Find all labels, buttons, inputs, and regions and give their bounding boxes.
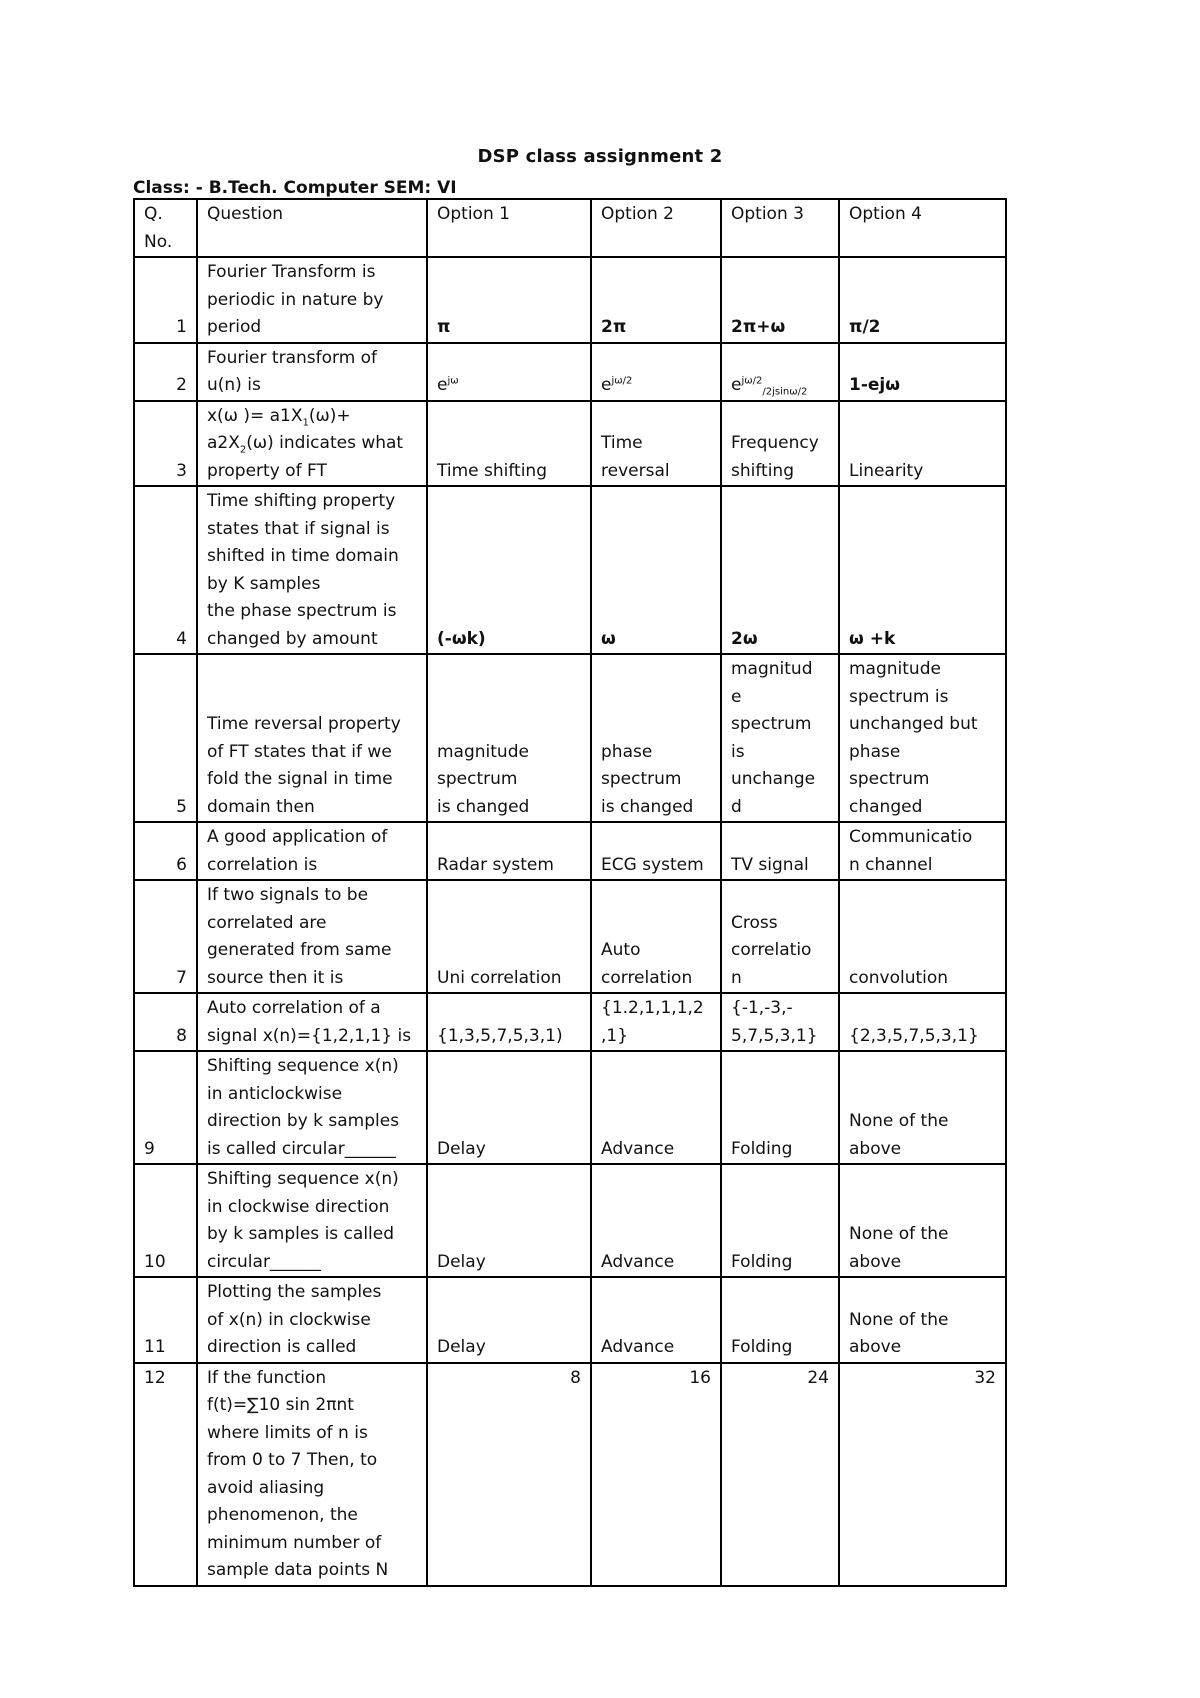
question-text: Fourier Transform is periodic in nature by period xyxy=(197,257,427,343)
option-1: (-ωk) xyxy=(427,486,591,654)
option-4: Linearity xyxy=(839,401,1006,487)
question-number: 1 xyxy=(134,257,197,343)
option-1: Delay xyxy=(427,1277,591,1363)
option-1: magnitude spectrum is changed xyxy=(427,654,591,822)
option-3: Folding xyxy=(721,1051,839,1164)
option-3: 24 xyxy=(721,1363,839,1586)
option-2: ω xyxy=(591,486,721,654)
question-text: If two signals to be correlated are generated from same source then it is xyxy=(197,880,427,993)
option-1: Delay xyxy=(427,1051,591,1164)
formula-exponent: jω/2 xyxy=(611,375,633,387)
option-4: None of the above xyxy=(839,1277,1006,1363)
question-number: 6 xyxy=(134,822,197,880)
question-number: 7 xyxy=(134,880,197,993)
question-number: 9 xyxy=(134,1051,197,1164)
question-number: 11 xyxy=(134,1277,197,1363)
option-2: 16 xyxy=(591,1363,721,1586)
question-text: Shifting sequence x(n) in anticlockwise direction by k samples is called circular______ xyxy=(197,1051,427,1164)
option-2 xyxy=(591,343,721,401)
formula-base: e xyxy=(601,375,612,395)
question-text: A good application of correlation is xyxy=(197,822,427,880)
table-row xyxy=(134,1164,1006,1277)
option-2: Auto correlation xyxy=(591,880,721,993)
option-4: Communicatio n channel xyxy=(839,822,1006,880)
header-option-4: Option 4 xyxy=(839,199,1006,257)
assignment-table xyxy=(133,198,1007,1587)
formula-subscript: /2jsinω/2 xyxy=(762,386,808,398)
header-option-3: Option 3 xyxy=(721,199,839,257)
question-text: Plotting the samples of x(n) in clockwise direction is called xyxy=(197,1277,427,1363)
option-4: π/2 xyxy=(839,257,1006,343)
question-text: Time shifting property states that if signal is shifted in time domain by K samples the phase spectrum is changed by amount xyxy=(197,486,427,654)
option-3: magnitud e spectrum is unchange d xyxy=(721,654,839,822)
question-number: 3 xyxy=(134,401,197,487)
option-1 xyxy=(427,343,591,401)
header-option-2: Option 2 xyxy=(591,199,721,257)
table-row xyxy=(134,654,1006,822)
option-1: Time shifting xyxy=(427,401,591,487)
option-2: ECG system xyxy=(591,822,721,880)
table-row xyxy=(134,822,1006,880)
question-text: Auto correlation of a signal x(n)={1,2,1,1} is xyxy=(197,993,427,1051)
table-row xyxy=(134,993,1006,1051)
table-row xyxy=(134,343,1006,401)
table-row xyxy=(134,1277,1006,1363)
header-qno: Q. No. xyxy=(134,199,197,257)
document-title: DSP class assignment 2 xyxy=(477,146,723,167)
header-question: Question xyxy=(197,199,427,257)
table-row xyxy=(134,1051,1006,1164)
option-4: {2,3,5,7,5,3,1} xyxy=(839,993,1006,1051)
formula-exponent: jω/2 xyxy=(741,375,763,387)
option-4: magnitude spectrum is unchanged but phase spectrum changed xyxy=(839,654,1006,822)
option-3: 2π+ω xyxy=(721,257,839,343)
table-row xyxy=(134,1363,1006,1586)
question-text: Time reversal property of FT states that if we fold the signal in time domain then xyxy=(197,654,427,822)
table-row xyxy=(134,486,1006,654)
option-4: 1-ejω xyxy=(839,343,1006,401)
option-4: 32 xyxy=(839,1363,1006,1586)
option-4: ω +k xyxy=(839,486,1006,654)
option-2: Advance xyxy=(591,1051,721,1164)
option-3: 2ω xyxy=(721,486,839,654)
option-3: Cross correlatio n xyxy=(721,880,839,993)
option-2: 2π xyxy=(591,257,721,343)
option-1: Radar system xyxy=(427,822,591,880)
option-3: Folding xyxy=(721,1277,839,1363)
option-4: None of the above xyxy=(839,1051,1006,1164)
option-1: Uni correlation xyxy=(427,880,591,993)
class-info: Class: - B.Tech. Computer SEM: VI xyxy=(133,178,457,198)
option-2: {1.2,1,1,1,2 ,1} xyxy=(591,993,721,1051)
table-row xyxy=(134,257,1006,343)
question-text: Shifting sequence x(n) in clockwise direction by k samples is called circular______ xyxy=(197,1164,427,1277)
option-2: phase spectrum is changed xyxy=(591,654,721,822)
option-1: {1,3,5,7,5,3,1) xyxy=(427,993,591,1051)
option-1: 8 xyxy=(427,1363,591,1586)
option-2: Time reversal xyxy=(591,401,721,487)
table-header-row xyxy=(134,199,1006,257)
option-1: Delay xyxy=(427,1164,591,1277)
question-number: 2 xyxy=(134,343,197,401)
question-text: Fourier transform of u(n) is xyxy=(197,343,427,401)
option-4: None of the above xyxy=(839,1164,1006,1277)
header-option-1: Option 1 xyxy=(427,199,591,257)
formula-exponent: jω xyxy=(447,375,459,387)
question-text: If the function f(t)=∑10 sin 2πnt where limits of n is from 0 to 7 Then, to avoid aliasing phenomenon, the minimum number of sample data points N xyxy=(197,1363,427,1586)
question-number: 4 xyxy=(134,486,197,654)
option-2: Advance xyxy=(591,1164,721,1277)
formula-base: e xyxy=(437,375,448,395)
table-row xyxy=(134,880,1006,993)
formula-base: e xyxy=(731,375,742,395)
table-row xyxy=(134,401,1006,487)
option-2: Advance xyxy=(591,1277,721,1363)
question-number: 5 xyxy=(134,654,197,822)
option-3: {-1,-3,- 5,7,5,3,1} xyxy=(721,993,839,1051)
question-number: 10 xyxy=(134,1164,197,1277)
question-number: 8 xyxy=(134,993,197,1051)
option-3: TV signal xyxy=(721,822,839,880)
option-3: Folding xyxy=(721,1164,839,1277)
option-1: π xyxy=(427,257,591,343)
question-number: 12 xyxy=(134,1363,197,1586)
option-4: convolution xyxy=(839,880,1006,993)
option-3: Frequency shifting xyxy=(721,401,839,487)
question-text: x(ω )= $a1X_1(\omega)+$ $a2X_2(\omega)$ indicates what property of FT xyxy=(197,401,427,487)
option-3 xyxy=(721,343,839,401)
